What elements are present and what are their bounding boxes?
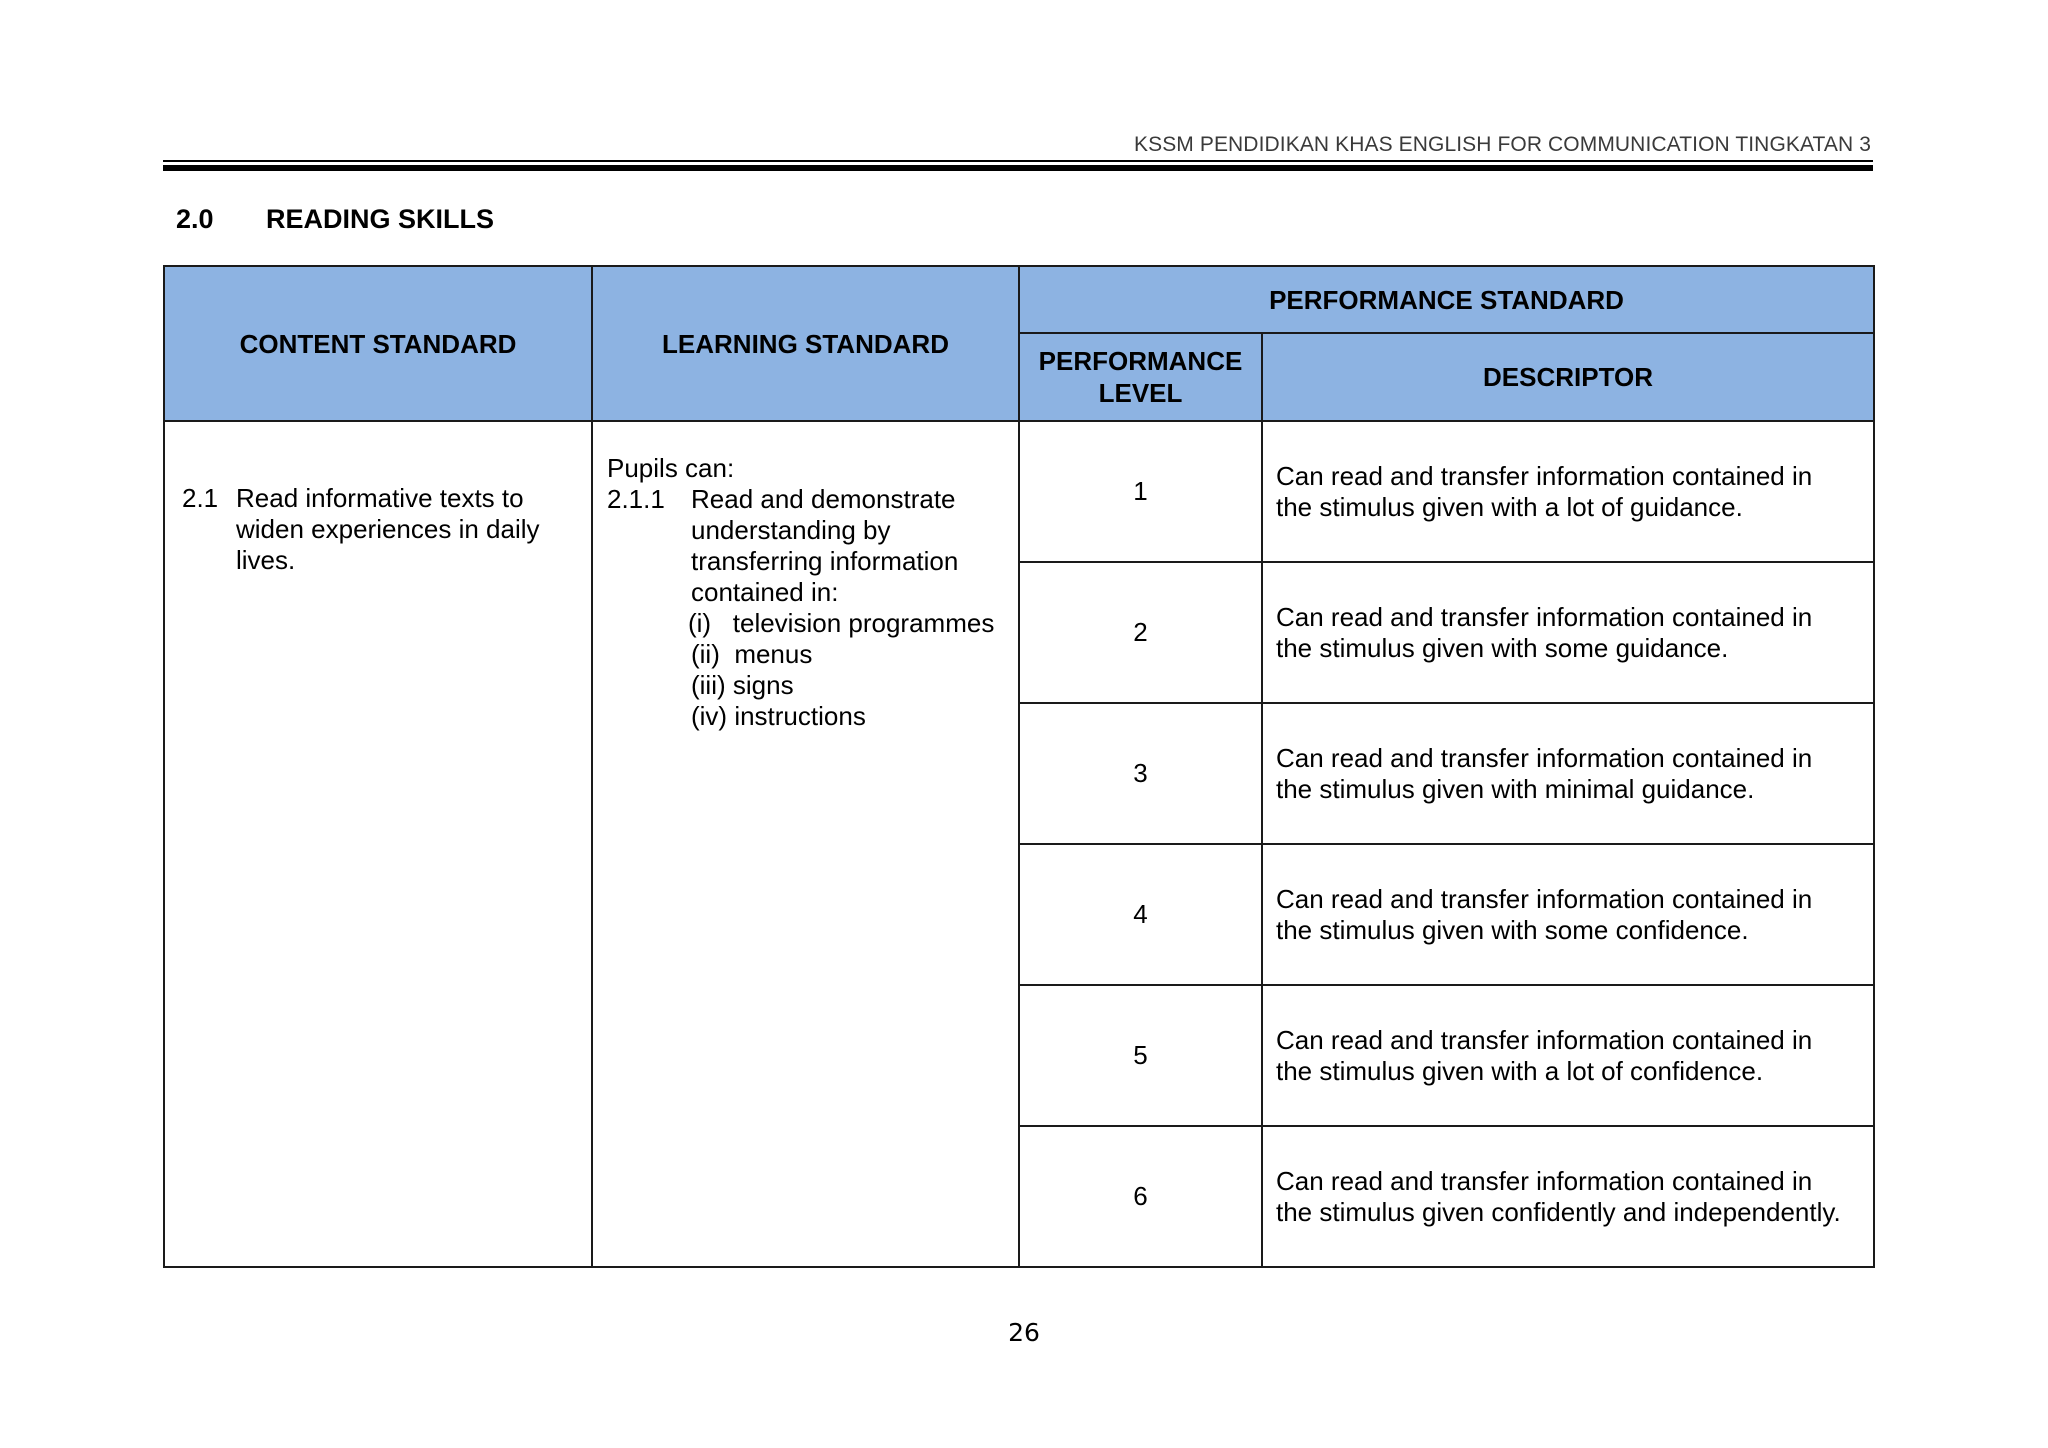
header-descriptor: DESCRIPTOR [1262, 333, 1874, 421]
descriptor-cell: Can read and transfer information contained in the stimulus given with some guidance. [1262, 562, 1874, 703]
performance-level-cell: 2 [1019, 562, 1262, 703]
list-item: (ii) menus [691, 639, 813, 669]
content-standard-number: 2.1 [182, 483, 219, 513]
header-rule-thick [163, 165, 1873, 171]
learning-standard-cell [592, 421, 1019, 1267]
table-row [164, 421, 1874, 562]
header-learning-standard: LEARNING STANDARD [592, 266, 1019, 421]
learning-standard-number: 2.1.1 [607, 484, 665, 514]
performance-level-cell: 6 [1019, 1126, 1262, 1267]
performance-level-cell: 5 [1019, 985, 1262, 1126]
learning-standard-items [607, 608, 1007, 732]
header-content-standard: CONTENT STANDARD [164, 266, 592, 421]
standards-table [163, 265, 1875, 1268]
descriptor-cell: Can read and transfer information contained in the stimulus given with a lot of confidence. [1262, 985, 1874, 1126]
descriptor-cell: Can read and transfer information contained in the stimulus given with some confidence. [1262, 844, 1874, 985]
list-item: (iv) instructions [691, 701, 866, 731]
list-item: (i) television programmes [688, 608, 995, 638]
performance-level-cell: 3 [1019, 703, 1262, 844]
content-standard-text: Read informative texts to widen experiences in daily lives. [236, 483, 540, 575]
list-item: (iii) signs [691, 670, 794, 700]
learning-standard-text: Read and demonstrate understanding by transferring information contained in: [691, 484, 959, 607]
header-rule-thin [163, 160, 1873, 162]
content-standard-cell [164, 421, 592, 1267]
descriptor-cell: Can read and transfer information contained in the stimulus given with minimal guidance. [1262, 703, 1874, 844]
descriptor-cell: Can read and transfer information contained in the stimulus given confidently and independently. [1262, 1126, 1874, 1267]
header-performance-level: PERFORMANCE LEVEL [1019, 333, 1262, 421]
performance-level-cell: 1 [1019, 421, 1262, 562]
header-performance-standard: PERFORMANCE STANDARD [1019, 266, 1874, 333]
descriptor-cell: Can read and transfer information contained in the stimulus given with a lot of guidance. [1262, 421, 1874, 562]
page-number: 26 [1008, 1318, 1040, 1347]
running-header: KSSM PENDIDIKAN KHAS ENGLISH FOR COMMUNICATION TINGKATAN 3 [1133, 133, 1871, 156]
learning-standard-intro: Pupils can: [607, 453, 735, 483]
section-heading [176, 204, 494, 235]
performance-level-cell: 4 [1019, 844, 1262, 985]
section-title: READING SKILLS [266, 204, 495, 234]
section-number: 2.0 [176, 204, 214, 234]
